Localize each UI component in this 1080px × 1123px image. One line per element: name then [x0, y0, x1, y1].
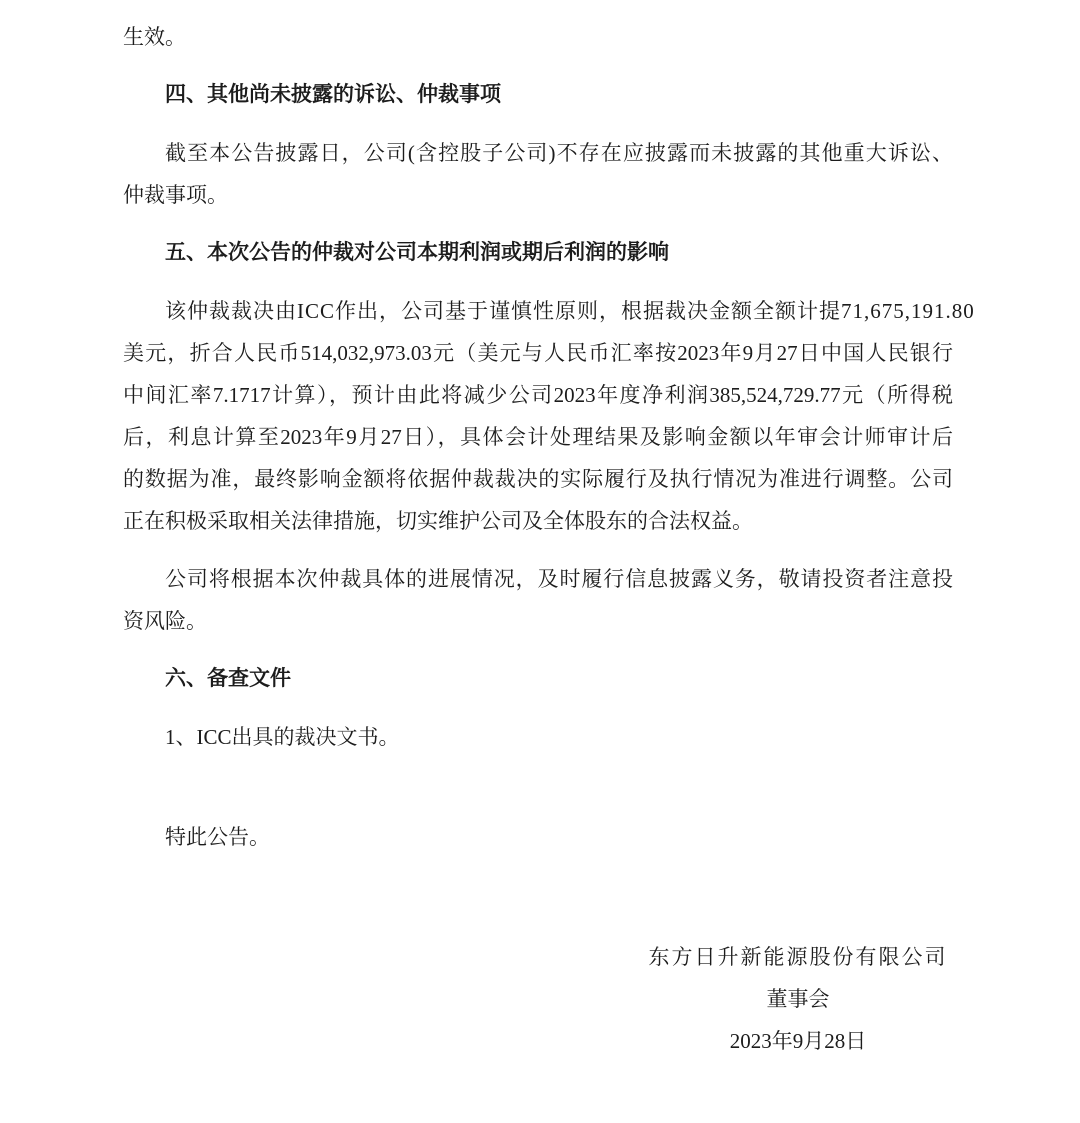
section4-heading: 四、其他尚未披露的诉讼、仲裁事项: [165, 83, 501, 106]
section5-paragraph1-line-5: 的数据为准，最终影响金额将依据仲裁裁决的实际履行及执行情况为准进行调整。公司: [123, 467, 953, 491]
section5-paragraph-2: [123, 558, 953, 642]
section5-paragraph2-line-1: 公司将根据本次仲裁具体的进展情况，及时履行信息披露义务，敬请投资者注意投: [165, 567, 953, 591]
section5-paragraph1-line-3: 中间汇率7.1717计算），预计由此将减少公司2023年度净利润385,524,729.77元（所得税: [123, 383, 953, 407]
signature-date: 2023年9月28日: [729, 1029, 867, 1053]
carryover-line: 生效。: [123, 25, 186, 49]
section5-paragraph1-line-6: 正在积极采取相关法律措施，切实维护公司及全体股东的合法权益。: [123, 509, 753, 533]
section5-heading: 五、本次公告的仲裁对公司本期利润或期后利润的影响: [165, 241, 669, 264]
section4-paragraph-line-2: 仲裁事项。: [123, 183, 228, 207]
section5-paragraph1-line-1: 该仲裁裁决由ICC作出，公司基于谨慎性原则，根据裁决金额全额计提71,675,191.80: [165, 299, 975, 323]
closing-statement: 特此公告。: [165, 825, 270, 849]
section5-paragraph2-line-2: 资风险。: [123, 609, 207, 633]
section5-paragraph-1: [123, 290, 975, 542]
section6-item-1: 1、ICC出具的裁决文书。: [165, 725, 400, 749]
section5-paragraph1-line-2: 美元，折合人民币514,032,973.03元（美元与人民币汇率按2023年9月27日中国人民银行: [123, 341, 953, 365]
section6-heading: 六、备查文件: [165, 667, 291, 690]
section4-paragraph-line-1: 截至本公告披露日，公司(含控股子公司)不存在应披露而未披露的其他重大诉讼、: [165, 141, 953, 165]
signature-company-name: 东方日升新能源股份有限公司: [648, 945, 948, 969]
signature-block: [643, 936, 953, 1062]
section4-paragraph: [123, 132, 953, 216]
signature-board: 董事会: [766, 987, 830, 1011]
section5-paragraph1-line-4: 后，利息计算至2023年9月27日），具体会计处理结果及影响金额以年审会计师审计后: [123, 425, 953, 449]
